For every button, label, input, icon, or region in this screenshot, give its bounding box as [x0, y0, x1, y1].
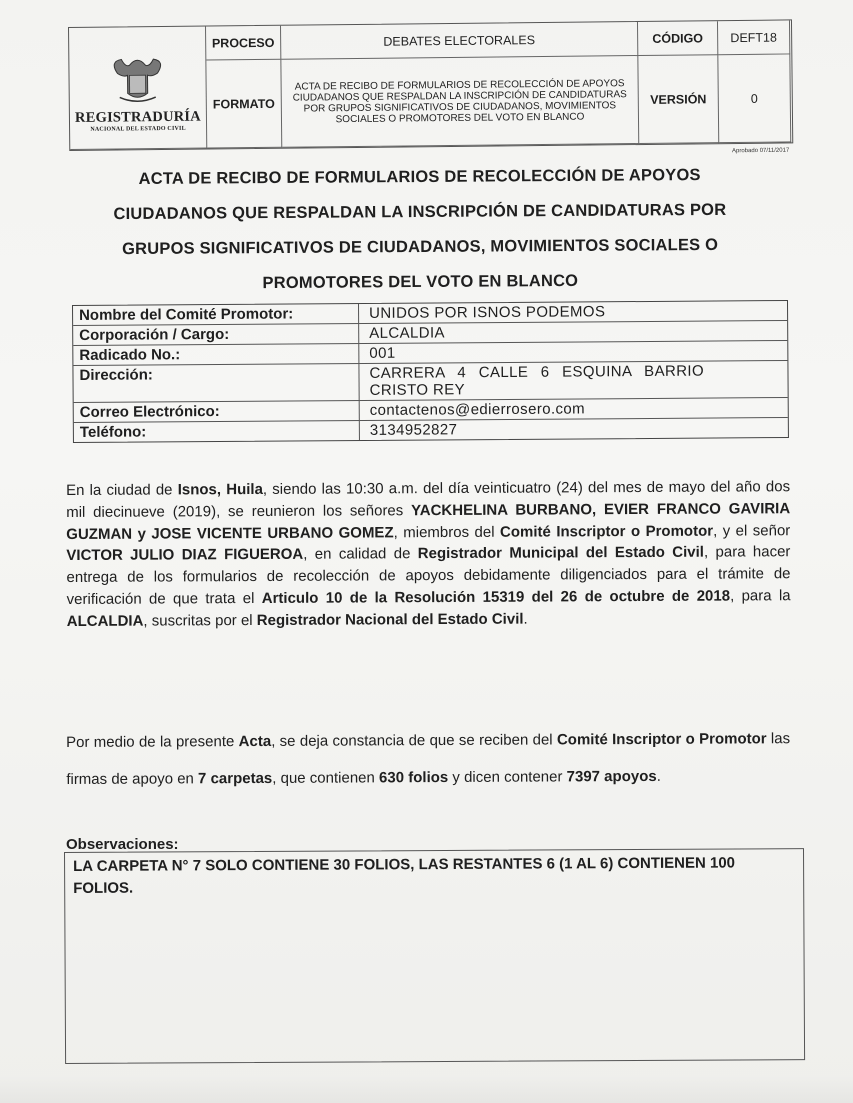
brand-name: REGISTRADURÍA	[74, 108, 201, 126]
direccion-line-1: CARRERA 4 CALLE 6 ESQUINA BARRIO	[369, 362, 705, 382]
corporacion-value: ALCALDIA	[369, 324, 445, 342]
codigo-value: DEFT18	[718, 20, 790, 55]
meeting-paragraph	[66, 476, 791, 632]
direccion-value	[359, 361, 787, 400]
p2-bold: 7397 apoyos	[566, 767, 657, 786]
comite-label: Nombre del Comité Promotor:	[73, 304, 359, 325]
p1-bold: Isnos, Huila	[177, 480, 263, 499]
p1-bold: Articulo 10 de la Resolución 15319 del 26 de octubre de 2018	[261, 587, 731, 607]
p1-text: .	[523, 610, 528, 628]
observaciones-label: Observaciones:	[66, 836, 179, 853]
p1-text: , siendo las 10:30 a.m. del día veinticuatro (24) del mes de mayo del año dos mil diecinueve (2019), se reunieron los señores	[66, 478, 791, 521]
telefono-label: Teléfono:	[74, 421, 360, 442]
p1-text: , en calidad de	[303, 545, 418, 564]
p1-text: , para hacer entrega de los formularios de recolección de apoyos debidamente diligenciados para el trámite de verificación de que trata el	[66, 543, 791, 608]
document-title: ACTA DE RECIBO DE FORMULARIOS DE RECOLECCIÓN DE APOYOS CIUDADANOS QUE RESPALDAN LA INSCRIPCIÓN DE CANDIDATURAS POR GRUPOS SIGNIFICATIVOS DE CIUDADANOS, MOVIMIENTOS SOCIALES O PROMOTORES DEL VOTO EN BLANCO	[113, 166, 727, 293]
version-value: 0	[718, 54, 791, 143]
formato-label: FORMATO	[206, 60, 282, 149]
info-row	[74, 418, 788, 442]
corporacion-label: Corporación / Cargo:	[73, 324, 359, 345]
radicado-label: Radicado No.:	[73, 344, 359, 365]
registraduria-logo	[69, 27, 207, 150]
p2-bold: 630 folios	[378, 768, 449, 787]
observaciones-text: LA CARPETA N° 7 SOLO CONTIENE 30 FOLIOS, LAS RESTANTES 6 (1 AL 6) CONTIENEN 100 FOLIOS.	[73, 854, 736, 897]
p2-bold: Comité Inscriptor o Promotor	[556, 730, 767, 749]
p1-text: , suscritas por el	[143, 611, 257, 630]
receipt-paragraph	[66, 720, 790, 798]
p1-bold: VICTOR JULIO DIAZ FIGUEROA	[66, 546, 304, 565]
p2-text: las firmas de apoyo en	[66, 730, 791, 788]
p2-text: , se deja constancia de que se reciben del	[271, 731, 557, 750]
p2-text: , que contienen	[272, 769, 380, 787]
p1-bold: YACKHELINA BURBANO, EVIER FRANCO GAVIRIA GUZMAN y JOSE VICENTE URBANO GOMEZ	[66, 500, 791, 543]
p1-bold: Comité Inscriptor o Promotor	[499, 522, 714, 541]
p1-text: En la ciudad de	[66, 481, 178, 499]
p2-text: Por medio de la presente	[66, 733, 239, 751]
p2-text: .	[656, 767, 661, 785]
formato-value: ACTA DE RECIBO DE FORMULARIOS DE RECOLECCIÓN DE APOYOS CIUDADANOS QUE RESPALDAN LA INSCRIPCIÓN DE CANDIDATURAS POR GRUPOS SIGNIFICATIVOS DE CIUDADANOS, MOVIMIENTOS SOCIALES O PROMOTORES DEL VOTO EN BLANCO	[281, 56, 639, 148]
page-shadow	[0, 1075, 853, 1103]
comite-value: UNIDOS POR ISNOS PODEMOS	[369, 303, 606, 322]
committee-info-table	[72, 300, 789, 443]
p2-bold: Acta	[238, 732, 272, 751]
proceso-value: DEBATES ELECTORALES	[281, 22, 638, 60]
telefono-value: 3134952827	[369, 421, 458, 439]
p1-bold: Registrador Nacional del Estado Civil	[256, 610, 524, 629]
p1-text: , para la	[730, 587, 791, 605]
radicado-value: 001	[369, 344, 396, 362]
brand-subtitle: NACIONAL DEL ESTADO CIVIL	[90, 125, 186, 133]
approval-date: Aprobado 07/11/2017	[731, 147, 790, 155]
direccion-label: Dirección:	[73, 364, 359, 402]
proceso-label: PROCESO	[206, 26, 281, 61]
p1-bold: ALCALDIA	[66, 612, 144, 630]
form-header-table	[68, 19, 793, 151]
p1-bold: Registrador Municipal del Estado Civil	[417, 544, 705, 563]
correo-value: contactenos@edierrosero.com	[369, 400, 586, 419]
p2-text: y dicen contener	[448, 768, 567, 786]
coat-of-arms-icon	[107, 53, 168, 106]
observaciones-box	[64, 848, 805, 1064]
p1-text: , y el señor	[712, 521, 791, 540]
direccion-line-2: CRISTO REY	[369, 381, 466, 399]
codigo-label: CÓDIGO	[638, 21, 718, 56]
info-row	[73, 361, 787, 403]
correo-label: Correo Electrónico:	[74, 401, 360, 422]
p2-bold: 7 carpetas	[197, 769, 273, 788]
p1-text: , miembros del	[393, 523, 501, 541]
version-label: VERSIÓN	[638, 55, 719, 144]
